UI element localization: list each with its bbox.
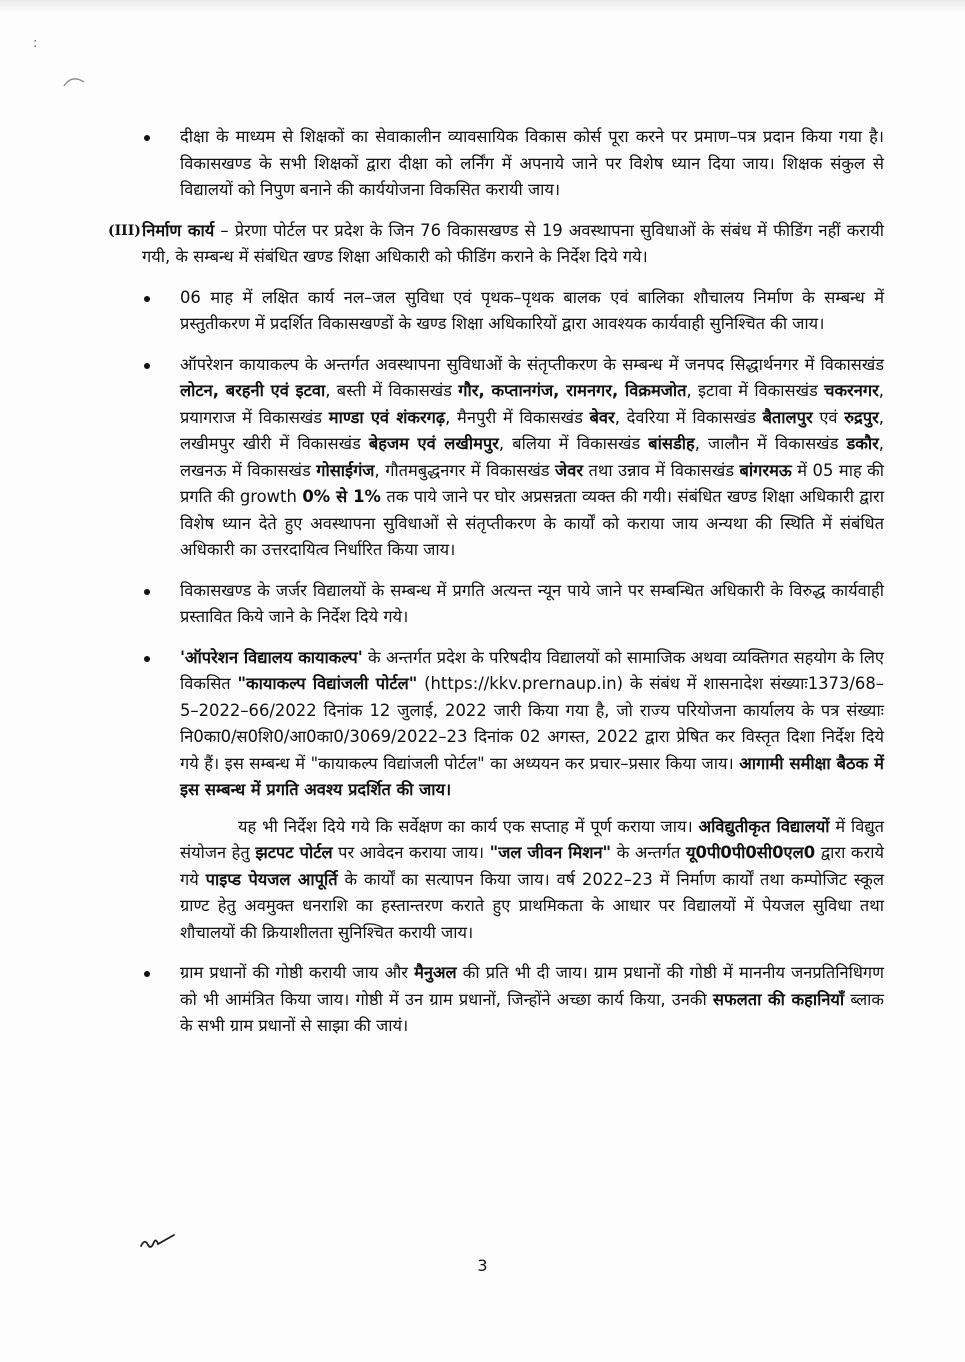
section-title: निर्माण कार्य	[142, 220, 215, 240]
initials-signature	[138, 1230, 178, 1256]
scan-top-edge	[0, 0, 965, 12]
page-number: 3	[477, 1256, 488, 1275]
document-body	[108, 124, 884, 1040]
bullet-gram-pradhan: ग्राम प्रधानों की गोष्ठी करायी जाय और मैनुअल की प्रति भी दी जाय। ग्राम प्रधानों की गोष्ठी में माननीय जनप्रतिनिधिगण को भी आमंत्रित किया जाय। गोष्ठी में उन ग्राम प्रधानों, जिन्होंने अच्छा कार्य किया, उनकी सफलता की कहानियाँ ब्लाक के सभी ग्राम प्रधानों से साझा की जायं।	[108, 960, 884, 1040]
section-number: (III)	[108, 222, 141, 239]
bullet-diksha: दीक्षा के माध्यम से शिक्षकों का सेवाकालीन व्यावसायिक विकास कोर्स पूरा करने पर प्रमाण–पत्र प्रदान किया गया है। विकासखण्ड के सभी शिक्षकों द्वारा दीक्षा को लर्निंग में अपनाये जाने पर विशेष ध्यान दिया जाय। शिक्षक संकुल से विद्यालयों को निपुण बनाने की कार्ययोजना विकसित करायी जाय।	[108, 124, 884, 204]
bullet-dilapidated-schools: विकासखण्ड के जर्जर विद्यालयों के सम्बन्ध में प्रगति अत्यन्त न्यून पाये जाने पर सम्बन्धित अधिकारी के विरुद्ध कार्यवाही प्रस्तावित किये जाने के निर्देश दिये गये।	[108, 578, 884, 631]
paragraph-survey-directions: यह भी निर्देश दिये गये कि सर्वेक्षण का कार्य एक सप्ताह में पूर्ण कराया जाय। अविद्युतीकृत विद्यालयों में विद्युत संयोजन हेतु झटपट पोर्टल पर आवेदन कराया जाय। "जल जीवन मिशन" के अन्तर्गत यू0पी0पी0सी0एल0 द्वारा कराये गये पाइप्ड पेयजल आपूर्ति के कार्यों का सत्यापन किया जाय। वर्ष 2022–23 में निर्माण कार्यों तथा कम्पोजिट स्कूल ग्राण्ट हेतु अवमुक्त धनराशि का हस्तान्तरण कराते हुए प्राथमिकता के आधार पर विद्यालयों में पेयजल सुविधा तथा शौचालयों की क्रियाशीलता सुनिश्चित करायी जाय।	[180, 816, 885, 942]
section-construction-work: (III) निर्माण कार्य – प्रेरणा पोर्टल पर प्रदेश के जिन 76 विकासखण्ड से 19 अवस्थापना सुविधाओं के संबंध में फीडिंग नहीं करायी गयी, के सम्बन्ध में संबंधित खण्ड शिक्षा अधिकारी को फीडिंग कराने के निर्देश दिये गये।	[108, 218, 884, 271]
bullet-water-toilet: 06 माह में लक्षित कार्य नल–जल सुविधा एवं पृथक–पृथक बालक एवं बालिका शौचालय निर्माण के सम्बन्ध में प्रस्तुतीकरण में प्रदर्शित विकासखण्डों के खण्ड शिक्षा अधिकारियों द्वारा आवश्यक कार्यवाही सुनिश्चित की जाय।	[108, 285, 884, 338]
margin-dot: :	[33, 36, 38, 51]
bullet-operation-kayakalp: ऑपरेशन कायाकल्प के अन्तर्गत अवस्थापना सुविधाओं के संतृप्तीकरण के सम्बन्ध में जनपद सिद्धार्थनगर में विकासखंड लोटन, बरहनी एवं इटवा, बस्ती में विकासखंड गौर, कप्तानगंज, रामनगर, विक्रमजोत, इटावा में विकासखंड चकरनगर, प्रयागराज में विकासखंड माण्डा एवं शंकरगढ़, मैनपुरी में विकासखंड बेवर, देवरिया में विकासखंड बैतालपुर एवं रुद्रपुर, लखीमपुर खीरी में विकासखंड बेहजम एवं लखीमपुर, बलिया में विकासखंड बांसडीह, जालौन में विकासखंड डकौर, लखनऊ में विकासखंड गोसाईगंज, गौतमबुद्धनगर में विकासखंड जेवर तथा उन्नाव में विकासखंड बांगरमऊ में 05 माह की प्रगति की growth 0% से 1% तक पाये जाने पर घोर अप्रसन्नता व्यक्त की गयी। संबंधित खण्ड शिक्षा अधिकारी द्वारा विशेष ध्यान देते हुए अवस्थापना सुविधाओं से संतृप्तीकरण के कार्यों को कराया जाय अन्यथा की स्थिति में संबंधित अधिकारी का उत्तरदायित्व निर्धारित किया जाय।	[108, 352, 884, 564]
margin-curve-mark	[60, 72, 90, 92]
bullet-vidyalaya-kayakalp: 'ऑपरेशन विद्यालय कायाकल्प' के अन्तर्गत प्रदेश के परिषदीय विद्यालयों को सामाजिक अथवा व्यक्तिगत सहयोग के लिए विकसित "कायाकल्प विद्यांजली पोर्टल" (https://kkv.prernaup.in) के संबंध में शासनादेश संख्याः1373/68–5–2022–66/2022 दिनांक 12 जुलाई, 2022 जारी किया गया है, जो राज्य परियोजना कार्यालय के पत्र संख्याः नि0का0/स0शि0/आ0का0/3069/2022–23 दिनांक 02 अगस्त, 2022 द्वारा प्रेषित कर विस्तृत दिशा निर्देश दिये गये हैं। इस सम्बन्ध में "कायाकल्प विद्यांजली पोर्टल" का अध्ययन कर प्रचार–प्रसार किया जाय। आगामी समीक्षा बैठक में इस सम्बन्ध में प्रगति अवश्य प्रदर्शित की जाय।	[108, 645, 884, 804]
